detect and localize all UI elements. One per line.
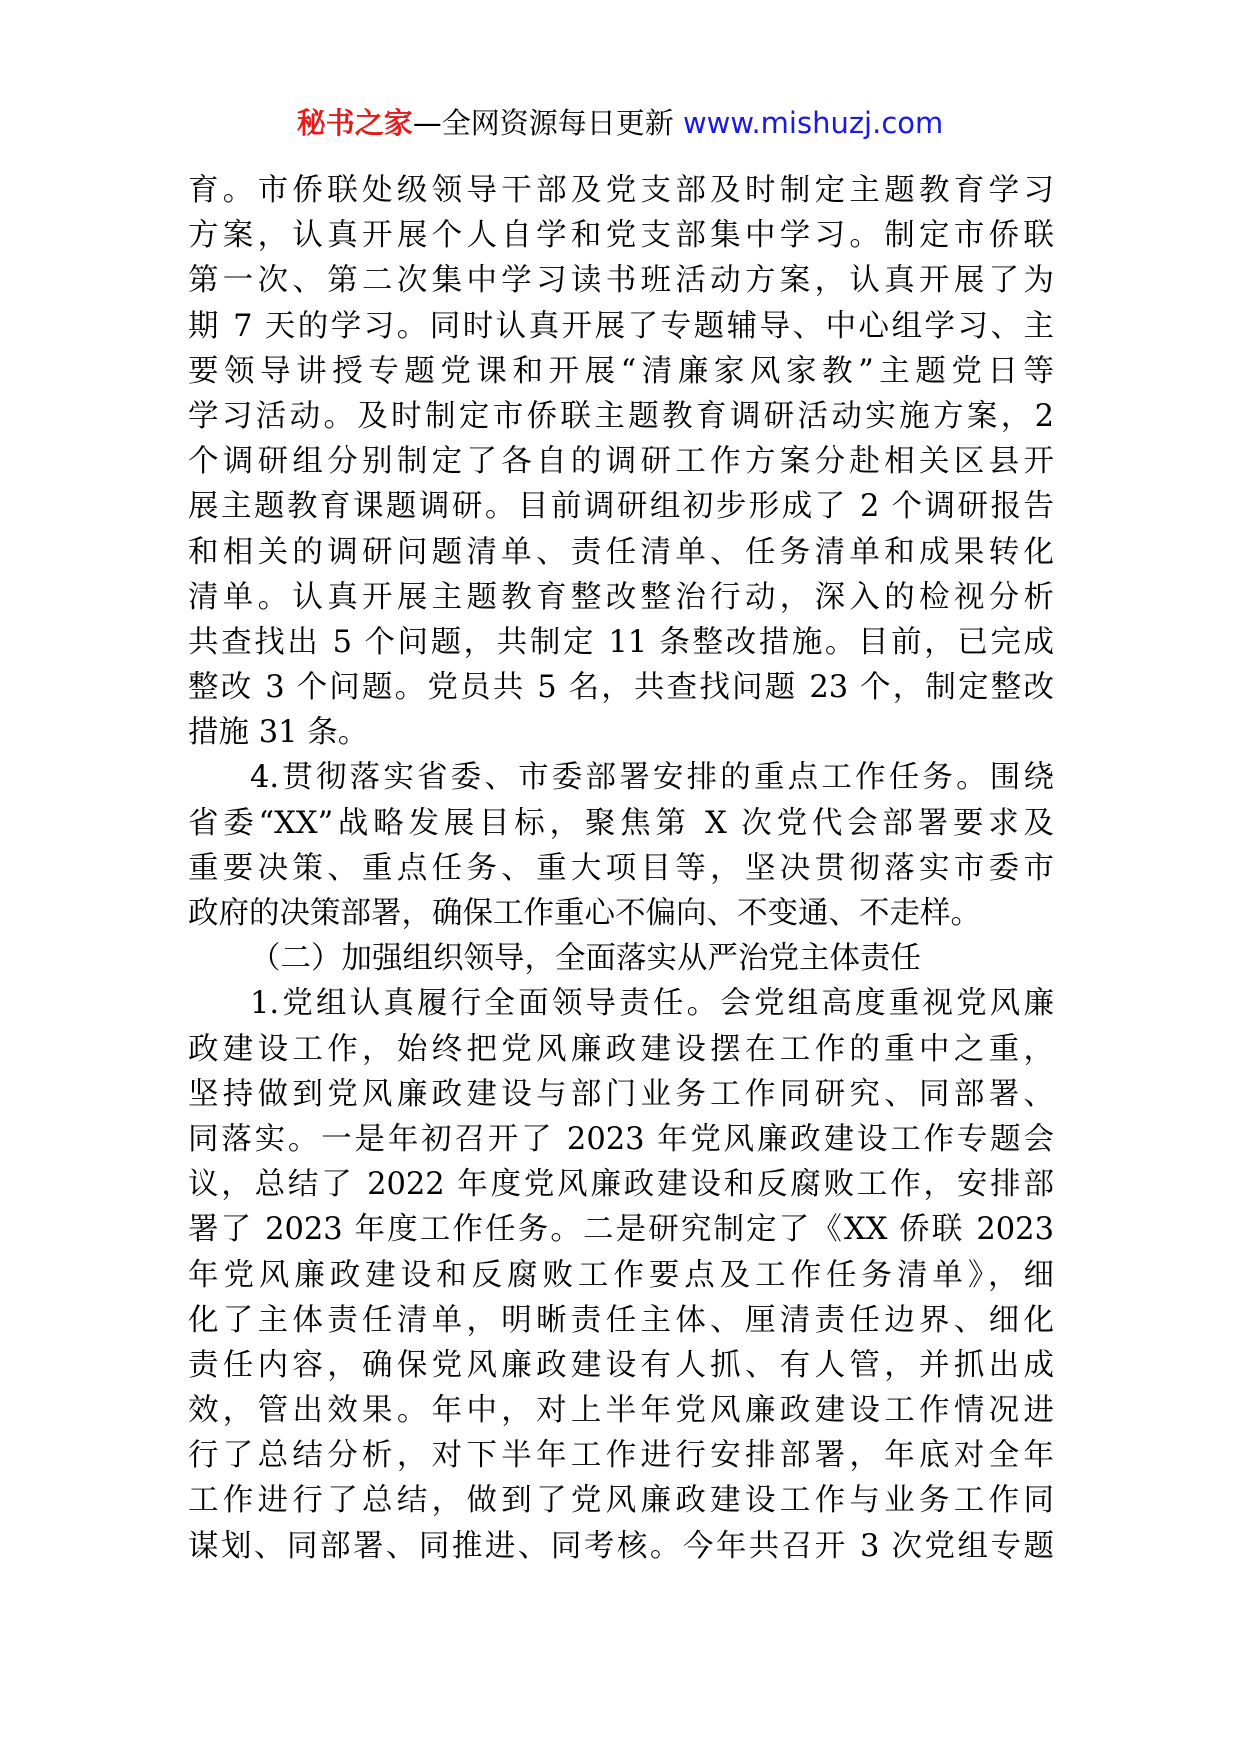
text-line: 署了 2023 年度工作任务。二是研究制定了《XX 侨联 2023 — [188, 1212, 1054, 1248]
text-line: 个调研组分别制定了各自的调研工作方案分赴相关区县开 — [188, 444, 1054, 480]
text-line: 育。市侨联处级领导干部及党支部及时制定主题教育学习 — [188, 173, 1054, 208]
page-header — [0, 103, 1240, 143]
text-line: 年党风廉政建设和反腐败工作要点及工作任务清单》，细 — [188, 1257, 1054, 1293]
text-line: 省委“XX”战略发展目标，聚焦第 X 次党代会部署要求及 — [188, 805, 1054, 841]
text-line: 期 7 天的学习。同时认真开展了专题辅导、中心组学习、主 — [188, 308, 1054, 344]
text-line: 整改 3 个问题。党员共 5 名，共查找问题 23 个，制定整改 — [188, 670, 1054, 706]
brand-name: 秘书之家 — [296, 106, 413, 140]
website-link[interactable]: www.mishuzj.com — [682, 106, 944, 140]
document-body — [188, 168, 1054, 1569]
paragraph-start-line: 1.党组认真履行全面领导责任。会党组高度重视党风廉 — [250, 986, 1054, 1022]
text-line: 清单。认真开展主题教育整改整治行动，深入的检视分析 — [188, 579, 1054, 615]
section-heading: （二）加强组织领导，全面落实从严治党主体责任 — [250, 941, 921, 977]
paragraph-start-line: 4.贯彻落实省委、市委部署安排的重点工作任务。围绕 — [250, 760, 1054, 796]
text-line: 效，管出效果。年中，对上半年党风廉政建设工作情况进 — [188, 1393, 1054, 1429]
header-tagline: —全网资源每日更新 — [412, 106, 674, 140]
text-line: 方案，认真开展个人自学和党支部集中学习。制定市侨联 — [188, 218, 1054, 254]
text-line: 重要决策、重点任务、重大项目等，坚决贯彻落实市委市 — [188, 850, 1054, 886]
text-line: 行了总结分析，对下半年工作进行安排部署，年底对全年 — [188, 1438, 1054, 1474]
text-line: 工作进行了总结，做到了党风廉政建设工作与业务工作同 — [188, 1483, 1054, 1519]
text-line: 化了主体责任清单，明晰责任主体、厘清责任边界、细化 — [188, 1302, 1054, 1338]
text-line: 共查找出 5 个问题，共制定 11 条整改措施。目前，已完成 — [188, 624, 1054, 660]
text-line: 政府的决策部署，确保工作重心不偏向、不变通、不走样。 — [188, 896, 981, 931]
text-line: 政建设工作，始终把党风廉政建设摆在工作的重中之重， — [188, 1031, 1054, 1067]
text-line: 谋划、同部署、同推进、同考核。今年共召开 3 次党组专题 — [188, 1528, 1054, 1564]
text-line: 学习活动。及时制定市侨联主题教育调研活动实施方案，2 — [188, 398, 1054, 434]
text-line: 展主题教育课题调研。目前调研组初步形成了 2 个调研报告 — [188, 489, 1054, 525]
text-line: 要领导讲授专题党课和开展“清廉家风家教”主题党日等 — [188, 353, 1054, 389]
text-line: 和相关的调研问题清单、责任清单、任务清单和成果转化 — [188, 534, 1054, 570]
text-line: 措施 31 条。 — [188, 715, 369, 751]
text-line: 议，总结了 2022 年度党风廉政建设和反腐败工作，安排部 — [188, 1167, 1054, 1203]
text-line: 坚持做到党风廉政建设与部门业务工作同研究、同部署、 — [188, 1076, 1054, 1112]
text-line: 责任内容，确保党风廉政建设有人抓、有人管，并抓出成 — [188, 1347, 1054, 1383]
text-line: 第一次、第二次集中学习读书班活动方案，认真开展了为 — [188, 263, 1054, 299]
text-line: 同落实。一是年初召开了 2023 年党风廉政建设工作专题会 — [188, 1121, 1054, 1157]
